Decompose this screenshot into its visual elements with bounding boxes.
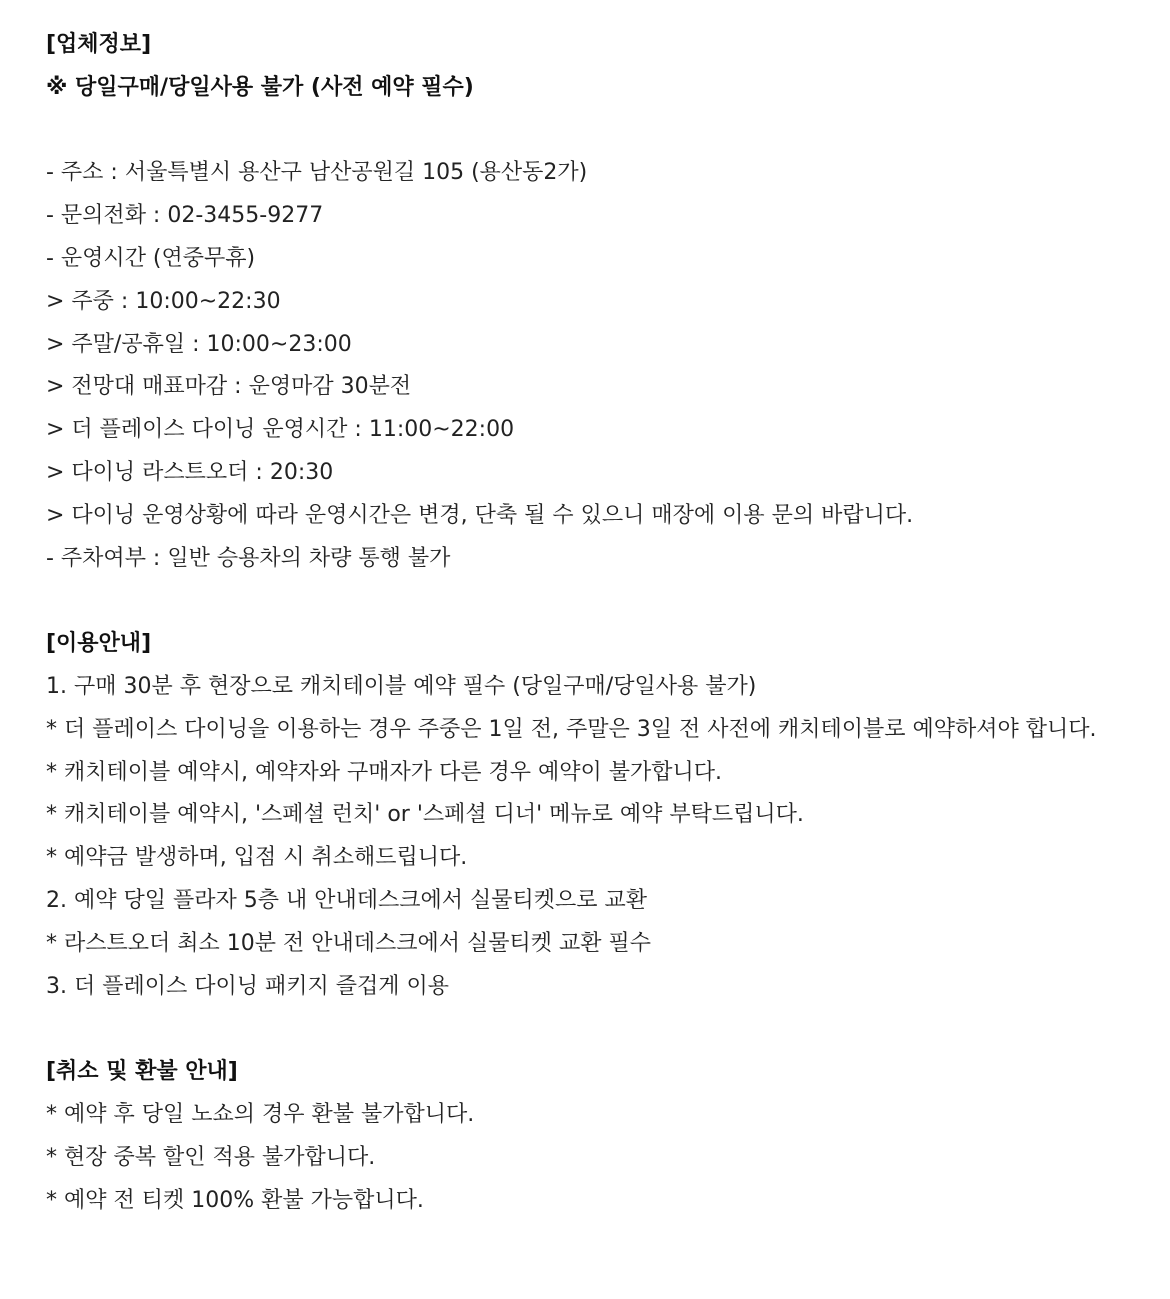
spacer xyxy=(46,580,1130,623)
usage-step-3: 3. 더 플레이스 다이닝 패키지 즐겁게 이용 xyxy=(46,973,449,999)
refund-section xyxy=(46,1051,1130,1222)
dining-hours-line: > 더 플레이스 다이닝 운영시간 : 11:00~22:00 xyxy=(46,417,515,443)
phone-line: - 문의전화 : 02-3455-9277 xyxy=(46,203,324,229)
usage-note-deposit: * 예약금 발생하며, 입점 시 취소해드립니다. xyxy=(46,845,468,871)
spacer xyxy=(46,1008,1130,1051)
company-info-section xyxy=(46,24,1130,580)
refund-full-line: * 예약 전 티켓 100% 환불 가능합니다. xyxy=(46,1187,424,1213)
refund-heading: [취소 및 환불 안내] xyxy=(46,1059,238,1085)
hours-change-notice-line: > 다이닝 운영상황에 따라 운영시간은 변경, 단축 될 수 있으니 매장에 이용 문의 바랍니다. xyxy=(46,502,914,528)
usage-note-same-person: * 캐치테이블 예약시, 예약자와 구매자가 다른 경우 예약이 불가합니다. xyxy=(46,759,722,785)
weekend-hours-line: > 주말/공휴일 : 10:00~23:00 xyxy=(46,331,352,357)
parking-line: - 주차여부 : 일반 승용차의 차량 통행 불가 xyxy=(46,545,451,571)
usage-step-2: 2. 예약 당일 플라자 5층 내 안내데스크에서 실물티켓으로 교환 xyxy=(46,887,647,913)
refund-no-show-line: * 예약 후 당일 노쇼의 경우 환불 불가합니다. xyxy=(46,1101,475,1127)
reservation-notice: ※ 당일구매/당일사용 불가 (사전 예약 필수) xyxy=(46,74,474,100)
company-info-heading: [업체정보] xyxy=(46,32,152,57)
last-order-line: > 다이닝 라스트오더 : 20:30 xyxy=(46,459,334,485)
usage-note-menu-select: * 캐치테이블 예약시, '스페셜 런치' or '스페셜 디너' 메뉴로 예약 부탁드립니다. xyxy=(46,802,804,828)
weekday-hours-line: > 주중 : 10:00~22:30 xyxy=(46,288,281,314)
usage-note-advance-booking: * 더 플레이스 다이닝을 이용하는 경우 주중은 1일 전, 주말은 3일 전 사전에 캐치테이블로 예약하셔야 합니다. xyxy=(46,716,1097,742)
usage-guide-section xyxy=(46,623,1130,1008)
address-line: - 주소 : 서울특별시 용산구 남산공원길 105 (용산동2가) xyxy=(46,160,588,186)
usage-note-exchange: * 라스트오더 최소 10분 전 안내데스크에서 실물티켓 교환 필수 xyxy=(46,930,651,956)
usage-guide-heading: [이용안내] xyxy=(46,631,152,657)
spacer xyxy=(46,110,1130,153)
refund-no-discount-line: * 현장 중복 할인 적용 불가합니다. xyxy=(46,1144,376,1170)
hours-line: - 운영시간 (연중무휴) xyxy=(46,245,256,271)
ticket-close-line: > 전망대 매표마감 : 운영마감 30분전 xyxy=(46,374,412,400)
usage-step-1: 1. 구매 30분 후 현장으로 캐치테이블 예약 필수 (당일구매/당일사용 불가) xyxy=(46,673,757,699)
